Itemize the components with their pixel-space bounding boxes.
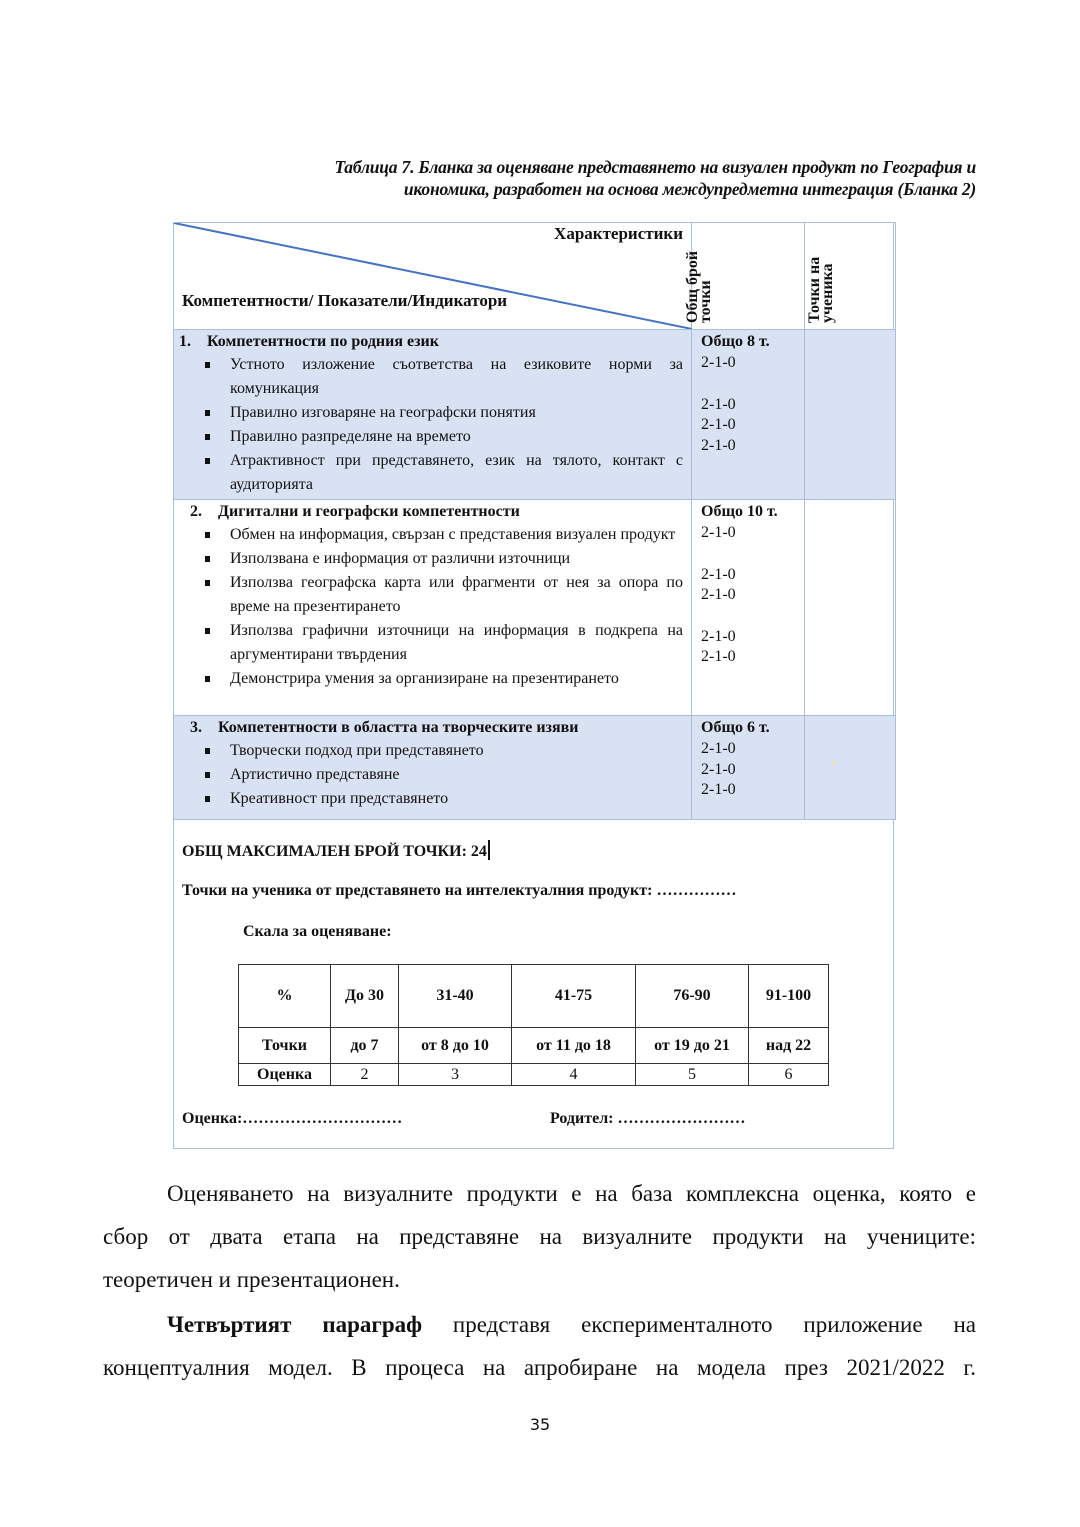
caption-line-2: икономика, разработен на основа междупредметна интеграция (Бланка 2)	[403, 179, 976, 199]
section-competences-cell	[174, 716, 692, 820]
indicator-item: Използвана е информация от различни източници	[202, 547, 683, 571]
table-caption	[190, 156, 976, 200]
max-points-text: ОБЩ МАКСИМАЛЕН БРОЙ ТОЧКИ: 24	[182, 843, 487, 860]
section-row	[174, 330, 896, 500]
section-title-text: Компетентности по родния език	[207, 333, 439, 350]
score-range: 2-1-0	[701, 740, 736, 757]
scale-cell: Точки	[239, 1028, 331, 1064]
section-total: Общо 6 т.	[701, 719, 770, 736]
scale-cell: До 30	[331, 965, 399, 1028]
scale-row-percent	[239, 965, 829, 1028]
scale-cell: 5	[636, 1064, 749, 1086]
scale-cell: от 11 до 18	[512, 1028, 636, 1064]
header-student-points	[805, 223, 896, 330]
scale-cell: 4	[512, 1064, 636, 1086]
indicator-item: Артистично представяне	[202, 763, 683, 787]
page-number: 35	[529, 1415, 551, 1434]
section-competences-cell	[174, 500, 692, 716]
body-line: сбор от двата етапа на представяне на визуалните продукти на учениците:	[103, 1224, 976, 1249]
scale-title: Скала за оценяване:	[243, 923, 392, 940]
scale-cell: %	[239, 965, 331, 1028]
score-range: 2-1-0	[701, 586, 736, 603]
body-text-run: представя експерименталното приложение на	[422, 1312, 976, 1337]
scale-cell: от 19 до 21	[636, 1028, 749, 1064]
section-total: Общо 8 т.	[701, 333, 770, 350]
body-line: Оценяването на визуалните продукти е на база комплексна оценка, която е	[167, 1181, 976, 1206]
table-header-row	[174, 223, 896, 330]
body-paragraph-2	[103, 1303, 976, 1389]
score-range: 2-1-0	[701, 565, 736, 583]
section-total: Общо 10 т.	[701, 503, 778, 520]
header-characteristics: Характеристики	[554, 224, 683, 243]
section-row	[174, 716, 896, 820]
section-title	[174, 500, 691, 523]
grading-scale-table	[238, 964, 829, 1086]
scale-cell: 76-90	[636, 965, 749, 1028]
scale-cell: Оценка	[239, 1064, 331, 1086]
student-points-line[interactable]: Точки на ученика от представянето на интелектуалния продукт: ……………	[182, 882, 737, 899]
scale-cell: 41-75	[512, 965, 636, 1028]
stray-mark	[832, 762, 835, 765]
indicator-item: Използва графични източници на информация в подкрепа на аргументирани твърдения	[202, 619, 683, 667]
scale-row-grade	[239, 1064, 829, 1086]
score-range: 2-1-0	[701, 781, 736, 798]
section-competences-cell	[174, 330, 692, 500]
indicator-item: Обмен на информация, свързан с представения визуален продукт	[202, 523, 683, 547]
section-points-cell	[692, 330, 805, 500]
indicator-item: Правилно изговаряне на географски понятия	[202, 401, 683, 425]
scale-cell: до 7	[331, 1028, 399, 1064]
text-cursor	[488, 840, 490, 860]
score-range: 2-1-0	[701, 395, 736, 413]
body-line: теоретичен и презентационен.	[103, 1267, 400, 1292]
parent-line[interactable]: Родител: ……………………	[550, 1110, 746, 1127]
section-number: 3.	[190, 719, 202, 736]
scale-cell: 2	[331, 1064, 399, 1086]
indicator-item: Използва географска карта или фрагменти от нея за опора по време на презентирането	[202, 571, 683, 619]
header-student-points-label: Точки на ученика	[806, 256, 836, 323]
section-title-text: Дигитални и географски компетентности	[218, 503, 520, 520]
section-row	[174, 500, 896, 716]
indicator-list	[174, 739, 691, 813]
section-title-text: Компетентности в областта на творческите изяви	[218, 719, 579, 736]
score-range: 2-1-0	[701, 648, 736, 665]
max-points-line	[182, 840, 882, 861]
header-competences: Компетентности/ Показатели/Индикатори	[182, 291, 508, 310]
score-range: 2-1-0	[701, 627, 736, 645]
section-title	[174, 716, 691, 739]
student-points-input-cell[interactable]	[805, 716, 896, 820]
indicator-item: Правилно разпределяне на времето	[202, 425, 683, 449]
section-points-cell	[692, 716, 805, 820]
scale-row-points	[239, 1028, 829, 1064]
indicator-list	[174, 353, 691, 499]
student-points-input-cell[interactable]	[805, 330, 896, 500]
section-title	[174, 330, 691, 353]
section-points-cell	[692, 500, 805, 716]
scale-cell: над 22	[749, 1028, 829, 1064]
bold-lead: Четвъртият параграф	[167, 1312, 423, 1337]
indicator-item: Устното изложение съответства на езиковите норми за комуникация	[202, 353, 683, 401]
section-number: 2.	[190, 503, 202, 520]
indicator-item: Демонстрира умения за организиране на презентирането	[202, 667, 683, 691]
section-number: 1.	[179, 333, 191, 350]
indicator-list	[174, 523, 691, 693]
scale-cell: 91-100	[749, 965, 829, 1028]
score-range: 2-1-0	[701, 436, 736, 454]
scale-cell: 6	[749, 1064, 829, 1086]
grade-line[interactable]: Оценка:…………………………	[182, 1110, 403, 1127]
caption-line-1: Таблица 7. Бланка за оценяване представянето на визуален продукт по География и	[334, 157, 976, 177]
body-line: концептуалния модел. В процеса на апробиране на модела през 2021/2022 г.	[103, 1355, 976, 1380]
header-diagonal-cell	[174, 223, 692, 330]
score-range: 2-1-0	[701, 416, 736, 433]
scale-cell: от 8 до 10	[399, 1028, 512, 1064]
indicator-item: Креативност при представянето	[202, 787, 683, 811]
score-range: 2-1-0	[701, 760, 736, 778]
evaluation-table	[173, 222, 896, 820]
scale-cell: 3	[399, 1064, 512, 1086]
indicator-item: Творчески подход при представянето	[202, 739, 683, 763]
header-total-points	[684, 223, 805, 330]
score-range: 2-1-0	[701, 354, 736, 371]
score-range: 2-1-0	[701, 524, 736, 541]
student-points-input-cell[interactable]	[805, 500, 896, 716]
header-total-points-label: Общ брой точки	[684, 250, 714, 323]
body-paragraph-1	[103, 1172, 976, 1258]
indicator-item: Атрактивност при представянето, език на тялото, контакт с аудиторията	[202, 449, 683, 497]
body-line	[103, 1303, 976, 1346]
scale-cell: 31-40	[399, 965, 512, 1028]
